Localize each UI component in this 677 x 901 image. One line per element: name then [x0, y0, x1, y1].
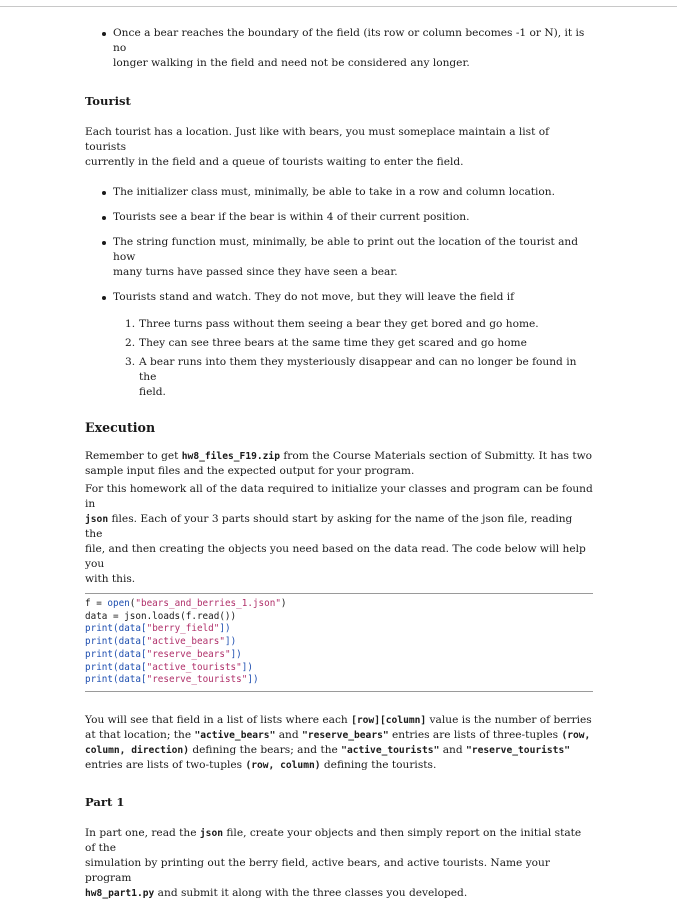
- bullet-stand-watch: [85, 290, 593, 305]
- text-line: many turns have passed since they have seen a bear.: [113, 266, 398, 278]
- code-listing: [85, 593, 593, 692]
- text-line: Tourists stand and watch. They do not move, but they will leave the field if: [113, 291, 515, 303]
- item-number: 2.: [125, 337, 136, 349]
- text-line: at that location; the "active_bears" and "reserve_bears" entries are lists of three-tuples (row,: [85, 728, 591, 741]
- text-line: Once a bear reaches the boundary of the field (its row or column becomes -1 or N), it is no: [113, 27, 585, 54]
- text-fragment: Remember to get: [85, 450, 182, 462]
- text-line: Tourists see a bear if the bear is within 4 of their current position.: [113, 211, 470, 223]
- text-line: simulation by printing out the berry field, active bears, and active tourists. Name your program: [85, 856, 550, 884]
- text-line: For this homework all of the data required to initialize your classes and program can be found in: [85, 483, 593, 510]
- bullet-bear-boundary: [85, 26, 593, 71]
- code-line: print(data["active_tourists"]): [85, 661, 253, 673]
- code-line: print(data["berry_field"]): [85, 623, 231, 635]
- text-line: Three turns pass without them seeing a bear they get bored and go home.: [139, 318, 539, 330]
- text-line: They can see three bears at the same time they get scared and go home: [139, 337, 527, 349]
- heading-tourist: Tourist: [85, 94, 131, 108]
- json-code: json: [85, 514, 109, 525]
- numbered-item-1: [85, 317, 593, 332]
- code-line: print(data["reserve_bears"]): [85, 648, 242, 660]
- text-line: The initializer class must, minimally, be able to take in a row and column location.: [113, 186, 555, 198]
- bullet-see-bear: [85, 210, 593, 225]
- execution-paragraph-1: [85, 449, 593, 479]
- text-line: entries are lists of two-tuples (row, column) defining the tourists.: [85, 758, 437, 771]
- text-fragment: from the Course Materials section of Submitty. It has two: [279, 450, 593, 462]
- code-line: print(data["reserve_tourists"]): [85, 674, 259, 686]
- text-line: with this.: [85, 573, 136, 585]
- numbered-item-3: [85, 355, 593, 400]
- filename-code: hw8_files_F19.zip: [181, 451, 280, 462]
- heading-execution: Execution: [85, 420, 156, 435]
- text-fragment: files. Each of your 3 parts should start by asking for the name of the json file, reading the: [85, 513, 573, 540]
- text-line: Each tourist has a location. Just like with bears, you must someplace maintain a list of tourists: [85, 126, 550, 153]
- code-line: data = json.loads(f.read()): [85, 610, 237, 622]
- tourist-paragraph: [85, 125, 593, 170]
- text-line: currently in the field and a queue of tourists waiting to enter the field.: [85, 156, 464, 168]
- text-line: field.: [139, 386, 166, 398]
- text-line: [85, 512, 593, 542]
- text-line: In part one, read the json file, create your objects and then simply report on the initial state of the: [85, 826, 582, 854]
- text-line: hw8_part1.py and submit it along with the three classes you developed.: [85, 886, 468, 899]
- text-line: column, direction) defining the bears; and the "active_tourists" and "reserve_tourists": [85, 743, 570, 756]
- part1-paragraph: [85, 826, 593, 901]
- item-number: 3.: [125, 356, 136, 368]
- text-line: sample input files and the expected output for your program.: [85, 465, 415, 477]
- bullet-initializer: [85, 185, 593, 200]
- heading-part-1: Part 1: [85, 794, 125, 809]
- text-line: The string function must, minimally, be able to print out the location of the tourist and how: [113, 236, 579, 263]
- after-code-paragraph: [85, 713, 593, 773]
- code-line: f = open("bears_and_berries_1.json"): [85, 598, 287, 609]
- document-page: [85, 26, 593, 901]
- execution-paragraph-2: [85, 482, 593, 587]
- text-line: file, and then creating the objects you need based on the data read. The code below will help you: [85, 543, 586, 570]
- text-line: A bear runs into them they mysteriously disappear and can no longer be found in the: [139, 356, 577, 383]
- code-line: print(data["active_bears"]): [85, 636, 237, 648]
- numbered-item-2: [85, 336, 593, 351]
- text-line: [85, 449, 593, 464]
- item-number: 1.: [125, 318, 136, 330]
- bullet-string-function: [85, 235, 593, 280]
- text-line: longer walking in the field and need not be considered any longer.: [113, 57, 470, 69]
- text-line: You will see that field in a list of lists where each [row][column] value is the number of berries: [85, 713, 592, 726]
- top-rule: [0, 6, 677, 7]
